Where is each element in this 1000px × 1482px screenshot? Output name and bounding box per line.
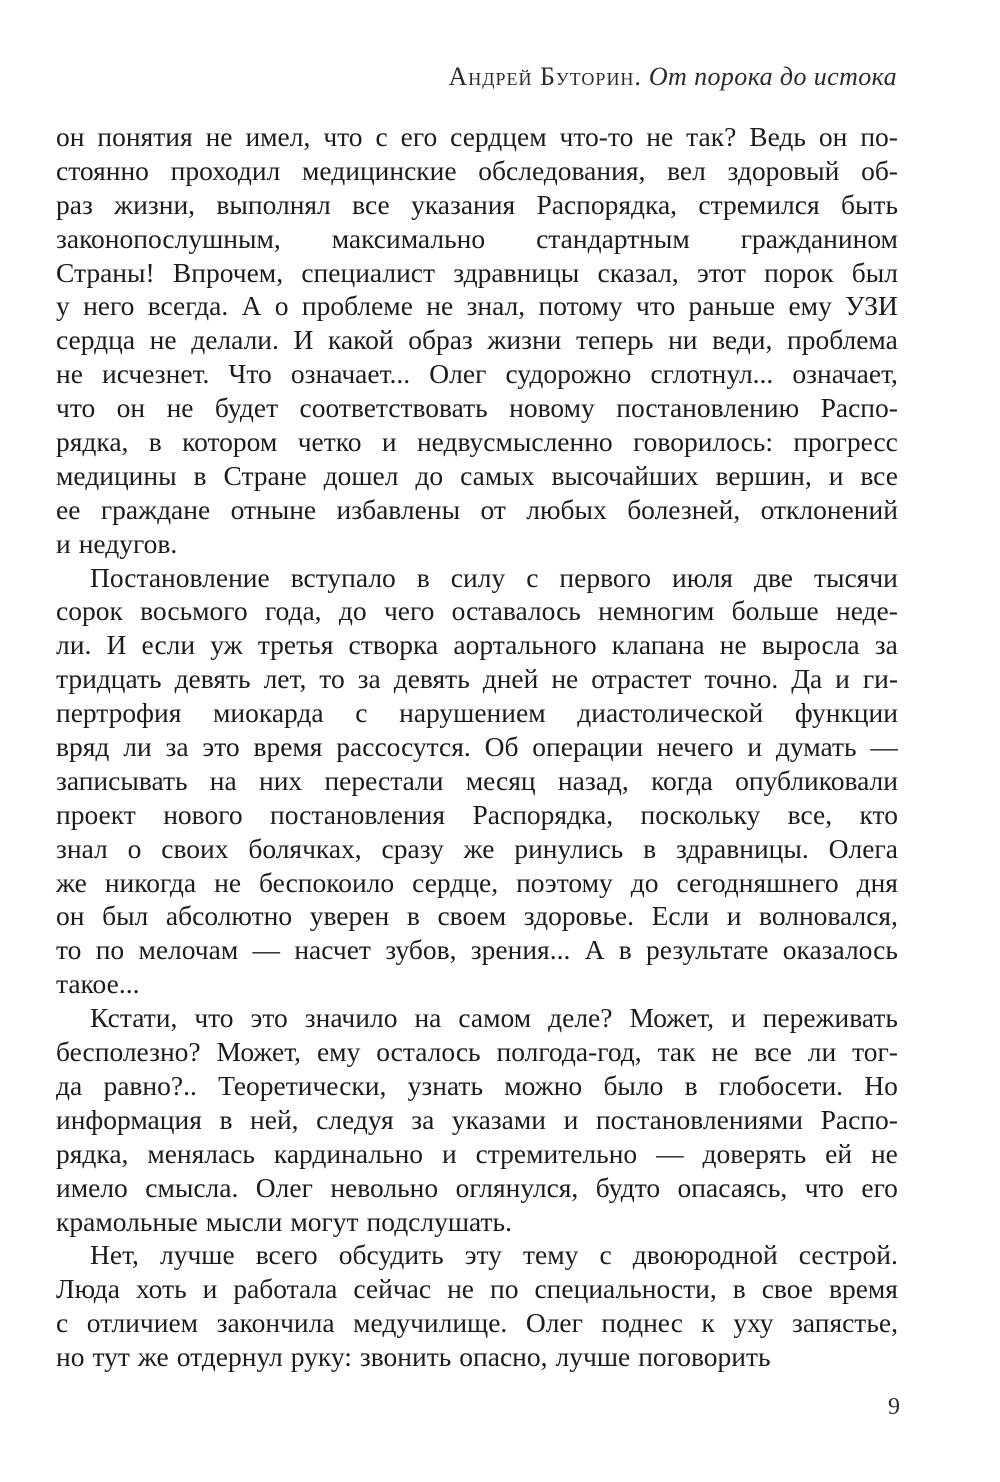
text-line: рядка, менялась кардинально и стремительно — доверять ей не <box>56 1137 898 1169</box>
text-line: Нет, лучше всего обсудить эту тему с двоюродной сестрой. <box>90 1239 898 1271</box>
text-line: медицины в Стране дошел до самых высочайших вершин, и все <box>56 459 898 491</box>
running-head-title: От порока до истока <box>648 62 897 91</box>
text-line: что он не будет соответствовать новому постановлению Распо- <box>56 392 898 424</box>
paragraph <box>56 1001 898 1238</box>
text-line: законопослушным, максимально стандартным гражданином <box>56 222 898 254</box>
text-line: информация в ней, следуя за указами и постановлениями Распо- <box>56 1103 898 1135</box>
text-line: и недугов. <box>56 527 178 559</box>
text-line: то по мелочам — насчет зубов, зрения... А в результате оказалось <box>56 934 898 966</box>
text-line: он был абсолютно уверен в своем здоровье. Если и волновался, <box>56 900 898 932</box>
text-line: но тут же отдернул руку: звонить опасно, лучше поговорить <box>56 1341 771 1373</box>
text-line: сердца не делали. И какой образ жизни теперь ни веди, проблема <box>56 324 898 356</box>
text-line: стоянно проходил медицинские обследования, вел здоровый об- <box>56 154 898 186</box>
running-head <box>448 62 897 92</box>
paragraph <box>56 120 898 561</box>
text-line: ее граждане отныне избавлены от любых болезней, отклонений <box>56 493 898 525</box>
text-line: Постановление вступало в силу с первого июля две тысячи <box>90 561 898 593</box>
text-line: сорок восьмого года, до чего оставалось немногим больше неде- <box>56 595 898 627</box>
body-text <box>56 120 898 1374</box>
text-line: не исчезнет. Что означает... Олег судорожно сглотнул... означает, <box>56 358 898 390</box>
running-head-author: Андрей Буторин. <box>448 62 642 91</box>
paragraph <box>56 561 898 1002</box>
page-number: 9 <box>888 1394 900 1420</box>
text-line: такое... <box>56 968 140 1000</box>
text-line: да равно?.. Теоретически, узнать можно было в глобосети. Но <box>56 1069 898 1101</box>
text-line: проект нового постановления Распорядка, поскольку все, кто <box>56 798 898 830</box>
text-line: же никогда не беспокоило сердце, поэтому до сегодняшнего дня <box>56 866 898 898</box>
text-line: вряд ли за это время рассосутся. Об операции нечего и думать — <box>56 731 898 763</box>
text-line: крамольные мысли могут подслушать. <box>56 1205 512 1237</box>
text-line: рядка, в котором четко и недвусмысленно говорилось: прогресс <box>56 426 898 458</box>
text-line: знал о своих болячках, сразу же ринулись в здравницы. Олега <box>56 832 898 864</box>
text-line: Страны! Впрочем, специалист здравницы сказал, этот порок был <box>56 256 898 288</box>
paragraph <box>56 1238 898 1374</box>
text-line: бесполезно? Может, ему осталось полгода-год, так не все ли тог- <box>56 1036 898 1068</box>
text-line: Люда хоть и работала сейчас не по специальности, в свое время <box>56 1273 898 1305</box>
text-line: имело смысла. Олег невольно оглянулся, будто опасаясь, что его <box>56 1171 898 1203</box>
text-line: пертрофия миокарда с нарушением диастолической функции <box>56 697 898 729</box>
text-line: он понятия не имел, что с его сердцем что-то не так? Ведь он по- <box>56 121 898 152</box>
text-line: раз жизни, выполнял все указания Распорядка, стремился быть <box>56 188 898 220</box>
text-line: записывать на них перестали месяц назад, когда опубликовали <box>56 764 898 796</box>
text-line: тридцать девять лет, то за девять дней не отрастет точно. Да и ги- <box>56 663 898 695</box>
text-line: ли. И если уж третья створка аортального клапана не выросла за <box>56 629 898 661</box>
text-line: у него всегда. А о проблеме не знал, потому что раньше ему УЗИ <box>56 290 898 322</box>
text-line: Кстати, что это значило на самом деле? Может, и переживать <box>90 1002 898 1034</box>
text-line: с отличием закончила медучилище. Олег поднес к уху запястье, <box>56 1307 898 1339</box>
